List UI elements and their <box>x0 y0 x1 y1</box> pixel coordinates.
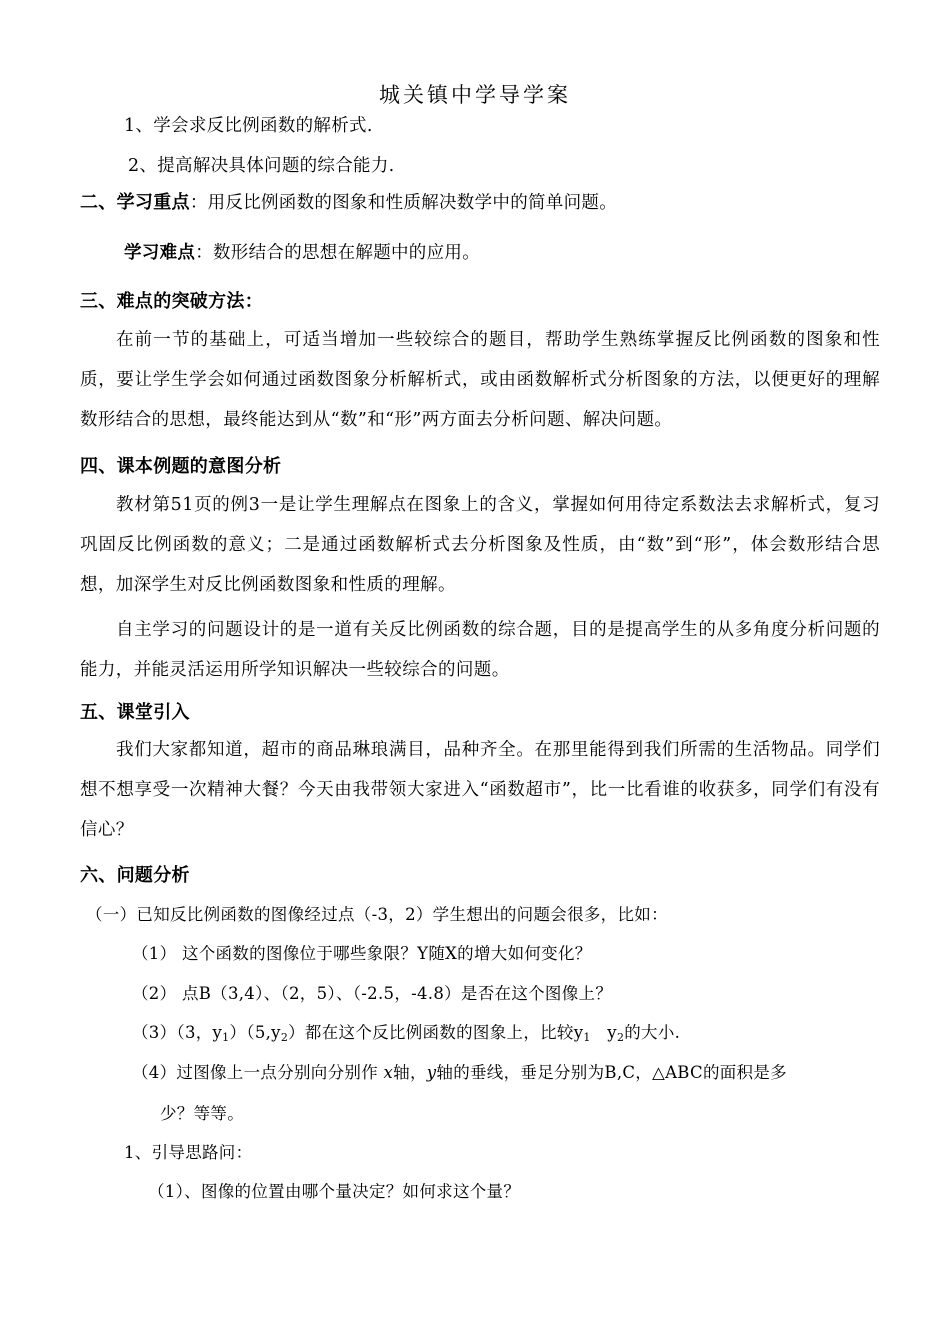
section-3-paragraph: 在前一节的基础上，可适当增加一些较综合的题目，帮助学生熟练掌握反比例函数的图象和性质，要让学生学会如何通过函数图象分析解析式，或由函数解析式分析图象的方法，以便更好的理解数形结合的思想，最终能达到从“数”和“形”两方面去分析问题、解决问题。 <box>80 330 880 430</box>
section-2-heading: 二、学习重点 <box>80 192 190 213</box>
question-3-part: 的大小. <box>624 1023 681 1042</box>
section-4-heading: 四、课本例题的意图分析 <box>80 456 282 477</box>
key-point-line <box>80 191 617 215</box>
question-3-part: ）都在这个反比例函数的图象上，比较y <box>288 1023 584 1042</box>
difficulty-label: 学习难点 <box>124 243 196 263</box>
question-4-line-2: 少？等等。 <box>160 1104 244 1123</box>
section-6-intro: （一）已知反比例函数的图像经过点（-3，2）学生想出的问题会很多，比如： <box>86 905 668 924</box>
goal-item-2: 2、提高解决具体问题的综合能力. <box>128 156 395 176</box>
section-3-heading: 三、难点的突破方法： <box>80 291 263 312</box>
question-4-part: 轴的垂线，垂足分别为B,C，△ABC的面积是多 <box>436 1063 787 1082</box>
subscript: 2 <box>280 1031 289 1044</box>
question-4-part: 轴， <box>393 1063 427 1082</box>
question-3 <box>132 1021 680 1050</box>
x-variable: x <box>383 1063 394 1082</box>
question-3-part: ）（5,y <box>229 1023 281 1042</box>
difficulty-text: ：数形结合的思想在解题中的应用。 <box>195 243 481 263</box>
subscript: 2 <box>616 1031 625 1044</box>
question-3-part: y <box>590 1023 617 1042</box>
question-3-part: （3）（3，y <box>132 1023 223 1042</box>
document-title: 城关镇中学导学案 <box>379 83 571 107</box>
section-4-paragraph-1: 教材第51页的例3一是让学生理解点在图象上的含义，掌握如何用待定系数法去求解析式，复习巩固反比例函数的意义；二是通过函数解析式去分析图象及性质，由“数”到“形”，体会数形结合思想，加深学生对反比例函数图象和性质的理解。 <box>80 495 880 595</box>
subscript: 1 <box>222 1031 230 1044</box>
question-1: （1） 这个函数的图像位于哪些象限？Y随X的增大如何变化？ <box>132 944 592 963</box>
guide-heading: 1、引导思路问： <box>124 1143 253 1162</box>
subscript: 1 <box>583 1031 591 1044</box>
difficulty-line <box>124 241 480 265</box>
y-variable: y <box>426 1063 437 1082</box>
key-point-text: ：用反比例函数的图象和性质解决数学中的简单问题。 <box>189 193 618 213</box>
section-5-heading: 五、课堂引入 <box>80 702 190 723</box>
section-4-paragraph-2: 自主学习的问题设计的是一道有关反比例函数的综合题，目的是提高学生的从多角度分析问题的能力，并能灵活运用所学知识解决一些较综合的问题。 <box>80 620 880 680</box>
question-4-part: （4）过图像上一点分别向分别作 <box>132 1063 384 1082</box>
section-5-paragraph: 我们大家都知道，超市的商品琳琅满目，品种齐全。在那里能得到我们所需的生活物品。同学们想不想享受一次精神大餐？今天由我带领大家进入“函数超市”，比一比看谁的收获多，同学们有没有信心？ <box>80 740 880 840</box>
goal-item-1: 1、学会求反比例函数的解析式. <box>124 116 373 136</box>
section-6-heading: 六、问题分析 <box>80 865 190 886</box>
guide-question-1: （1）、图像的位置由哪个量决定？如何求这个量？ <box>148 1182 521 1201</box>
question-4-line-1 <box>132 1061 787 1085</box>
question-2: （2） 点B（3,4）、（2，5）、（-2.5，-4.8）是否在这个图像上？ <box>132 984 613 1003</box>
